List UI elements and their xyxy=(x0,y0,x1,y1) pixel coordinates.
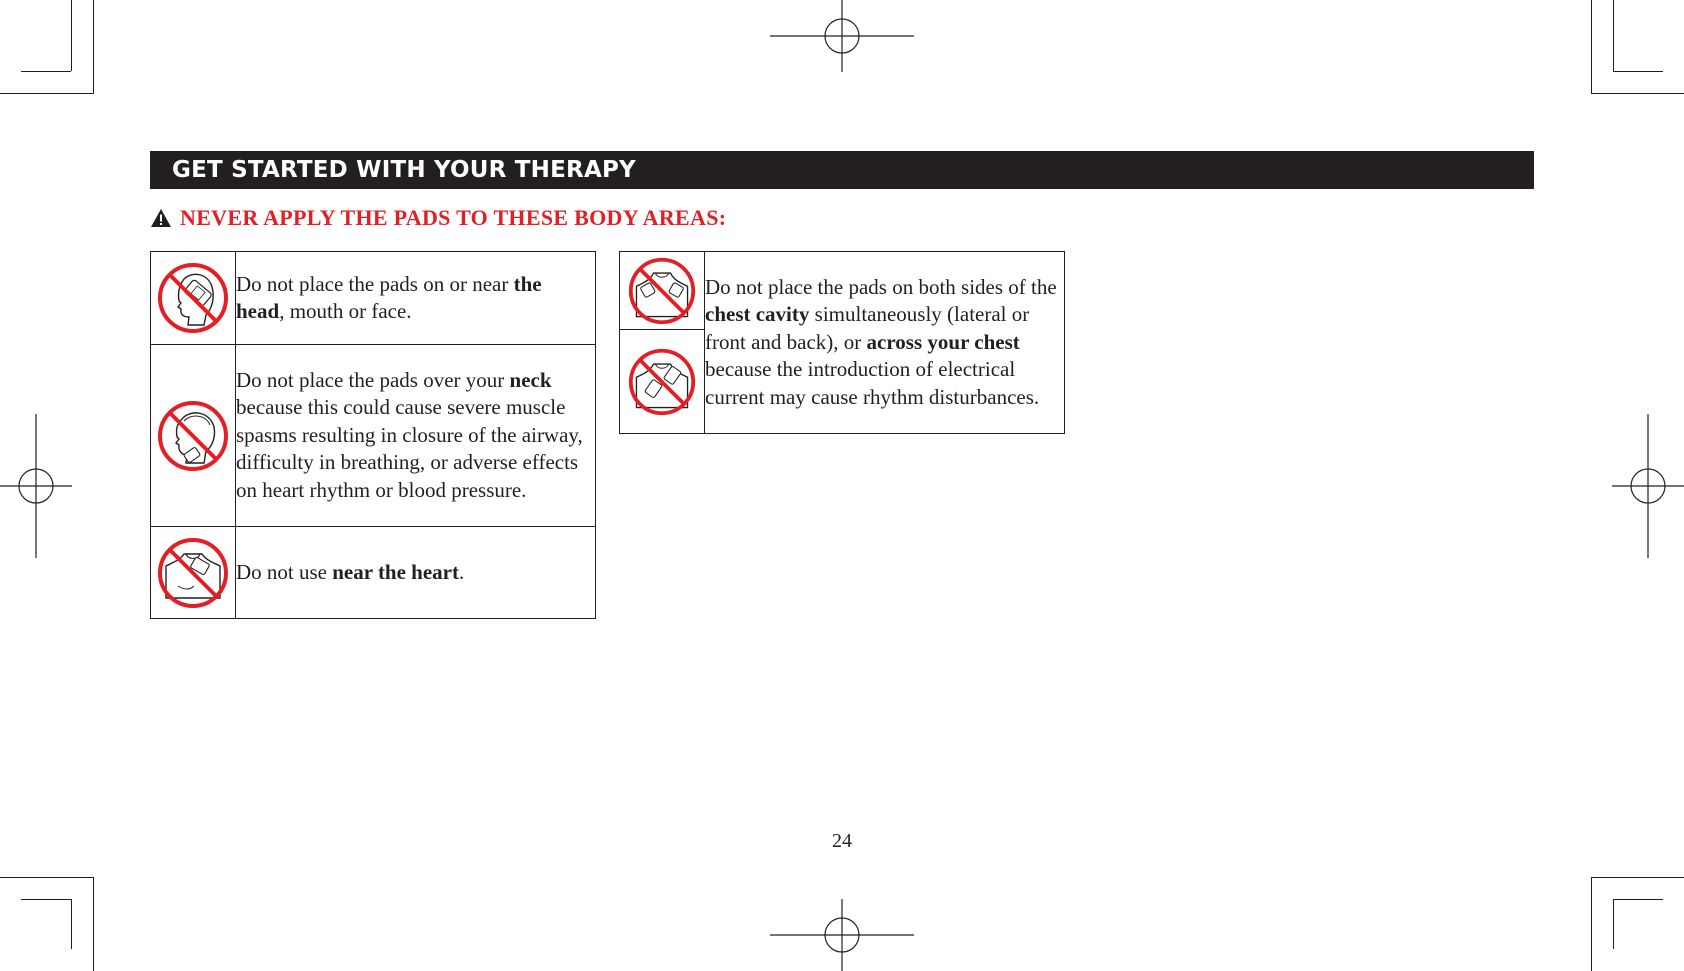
icon-cell xyxy=(151,345,236,527)
right-prohibition-table xyxy=(619,251,1065,434)
warning-heading xyxy=(150,204,726,232)
registration-mark xyxy=(770,899,914,971)
instruction-text: Do not place the pads on both sides of the xyxy=(705,274,1057,299)
crop-mark xyxy=(1591,0,1592,94)
instruction-text: simultaneously (lateral or front and back), or xyxy=(705,302,1030,354)
instruction-text: , mouth or face. xyxy=(279,299,412,323)
instruction-text: because this could cause severe muscle spasms resulting in closure of the airway, difficulty in breathing, or adverse effects on heart rhythm or blood pressure. xyxy=(236,395,583,502)
no-pads-on-head-icon xyxy=(151,261,235,335)
icon-cell xyxy=(151,252,236,345)
crop-mark xyxy=(1613,899,1663,900)
body-area-label: across your chest xyxy=(866,329,1020,354)
crop-mark xyxy=(71,899,72,949)
crop-mark xyxy=(1591,877,1592,971)
instruction-text: . xyxy=(459,559,465,584)
table-row xyxy=(151,252,596,345)
crop-mark xyxy=(21,899,71,900)
page-number: 24 xyxy=(832,830,852,852)
registration-mark xyxy=(1612,414,1684,558)
body-area-label: chest cavity xyxy=(705,302,810,327)
section-title: GET STARTED WITH YOUR THERAPY xyxy=(172,157,636,183)
left-prohibition-table xyxy=(150,251,596,619)
body-area-label: neck xyxy=(509,367,552,392)
instruction-text: Do not use xyxy=(236,559,333,584)
crop-mark xyxy=(21,71,71,72)
registration-mark xyxy=(0,414,72,558)
no-pads-near-heart-icon xyxy=(151,536,235,610)
table-row xyxy=(151,527,596,619)
text-cell xyxy=(236,252,596,345)
instruction-text: Do not place the pads on or near xyxy=(236,271,514,296)
table-row xyxy=(151,345,596,527)
crop-mark xyxy=(1613,0,1614,71)
crop-mark xyxy=(93,0,94,94)
crop-mark xyxy=(1613,899,1614,949)
body-area-label: the head xyxy=(236,271,542,323)
registration-mark xyxy=(770,0,914,72)
table-row xyxy=(620,252,1065,330)
crop-mark xyxy=(93,877,94,971)
no-pads-on-neck-icon xyxy=(151,399,235,473)
instruction-text: Do not place the pads over your xyxy=(236,367,510,392)
no-pads-across-chest-icon xyxy=(620,347,704,417)
crop-mark xyxy=(1613,71,1663,72)
instruction-text: because the introduction of electrical current may cause rhythm disturbances. xyxy=(705,357,1040,409)
text-cell xyxy=(705,252,1065,434)
icon-cell xyxy=(620,330,705,434)
crop-mark xyxy=(1591,877,1684,878)
text-cell xyxy=(236,527,596,619)
crop-mark xyxy=(0,877,94,878)
crop-mark xyxy=(1591,93,1684,94)
crop-mark xyxy=(0,93,94,94)
section-header xyxy=(150,151,1534,189)
no-pads-chest-sides-icon xyxy=(620,256,704,326)
warning-triangle-icon xyxy=(150,208,172,228)
text-cell xyxy=(236,345,596,527)
warning-text: NEVER APPLY THE PADS TO THESE BODY AREAS: xyxy=(180,205,727,230)
crop-mark xyxy=(71,0,72,71)
icon-cell xyxy=(620,252,705,330)
body-area-label: near the heart xyxy=(332,559,459,584)
icon-cell xyxy=(151,527,236,619)
